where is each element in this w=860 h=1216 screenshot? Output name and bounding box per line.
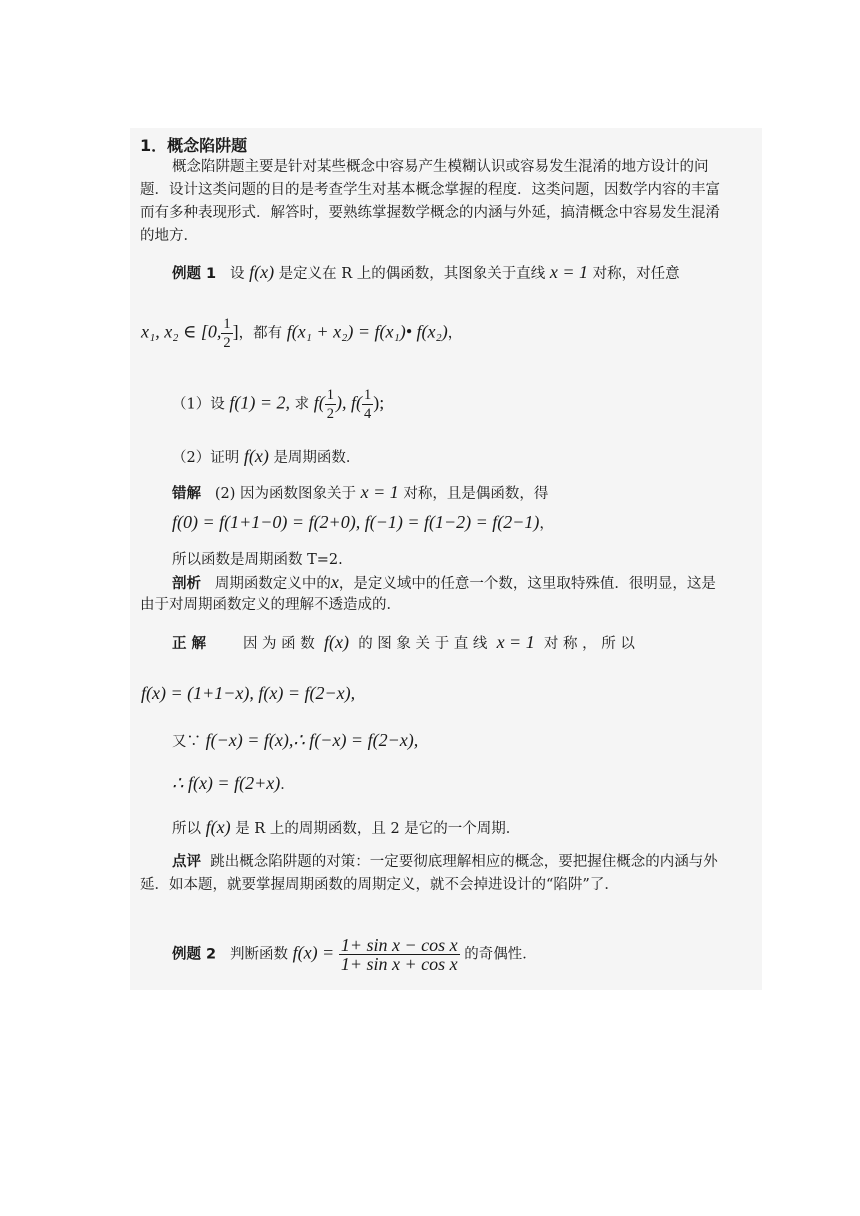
fraction-expression: $\frac{\text{1+ sin x − cos x}}{\text{1+ sin x + cos x}}$: [340, 935, 458, 974]
question-1: （1）设 f(1) = 2, 求 f( $\frac{1}{2}$ ), f( $\frac{1}{4}$ );: [172, 387, 385, 422]
wrong-solution-line-1: 错解 (2) 因为函数图象关于 x = 1 对称，且是偶函数，得: [172, 482, 549, 502]
fraction-one-half: $\frac{1}{2}$: [326, 387, 334, 422]
wrong-solution-label: 错解: [172, 486, 201, 502]
example2-statement: 例题 2 判断函数 f(x) = $\frac{\text{1+ sin x − cos x}}{\text{1+ sin x + cos x}}$ 的奇偶性．: [172, 935, 537, 974]
intro-line-2: 题．设计这类问题的目的是考查学生对基本概念掌握的程度．这类问题，因数学内容的丰富: [140, 182, 720, 198]
correct-solution-line-3: 又∵ f(−x) = f(x),∴ f(−x) = f(2−x),: [172, 730, 419, 750]
correct-solution-label: 正 解: [172, 636, 207, 652]
example1-label: 例题 1: [172, 266, 217, 282]
example2-label: 例题 2: [172, 946, 217, 963]
correct-solution-line-4: ∴ f(x) = f(2+x)．: [172, 773, 295, 793]
correct-solution-line-5: 所以 f(x) 是 R 上的周期函数，且 2 是它的一个周期．: [172, 817, 521, 837]
intro-line-3: 而有多种表现形式．解答时，要熟练掌握数学概念的内涵与外延，搞清概念中容易发生混淆: [140, 205, 720, 221]
analysis-line-2: 由于对周期函数定义的理解不透造成的．: [140, 597, 401, 613]
intro-line-1: 概念陷阱题主要是针对某些概念中容易产生模糊认识或容易发生混淆的地方设计的问: [172, 159, 709, 175]
example1-statement: 例题 1 设 f(x) 是定义在 R 上的偶函数，其图象关于直线 x = 1 对称，对任意: [172, 262, 680, 282]
comment-label: 点评: [172, 854, 201, 870]
comment-line-2: 延．如本题，就要掌握周期函数的周期定义，就不会掉进设计的“陷阱”了．: [140, 877, 619, 893]
question-2: （2）证明 f(x) 是周期函数．: [172, 446, 361, 466]
wrong-solution-line-2: f(0) = f(1+1−0) = f(2+0), f(−1) = f(1−2) = f(2−1)，: [172, 512, 554, 532]
section-title: 1．概念陷阱题: [140, 136, 248, 155]
intro-line-4: 的地方．: [140, 228, 198, 244]
fraction-half: $\frac{1}{2}$: [223, 316, 231, 351]
example1-condition: x₁, x₂ ∈ [0, $\frac{1}{2}$ ]，都有 f(x₁ + x₂) = f(x₁)• f(x₂)，: [141, 316, 463, 351]
correct-solution-line-2: f(x) = (1+1−x), f(x) = f(2−x),: [141, 683, 356, 703]
comment-line-1: 点评 跳出概念陷阱题的对策：一定要彻底理解相应的概念，要把握住概念的内涵与外: [172, 854, 718, 870]
analysis-label: 剖析: [172, 576, 201, 592]
fraction-one-quarter: $\frac{1}{4}$: [363, 387, 372, 422]
wrong-solution-line-3: 所以函数是周期函数 T=2.: [172, 552, 343, 568]
analysis-line-1: 剖析 周期函数定义中的x，是定义域中的任意一个数，这里取特殊值．很明显，这是: [172, 572, 716, 592]
correct-solution-line-1: 正 解 因 为 函 数 f(x) 的 图 象 关 于 直 线 x = 1 对 称 ， 所 以: [172, 632, 635, 652]
